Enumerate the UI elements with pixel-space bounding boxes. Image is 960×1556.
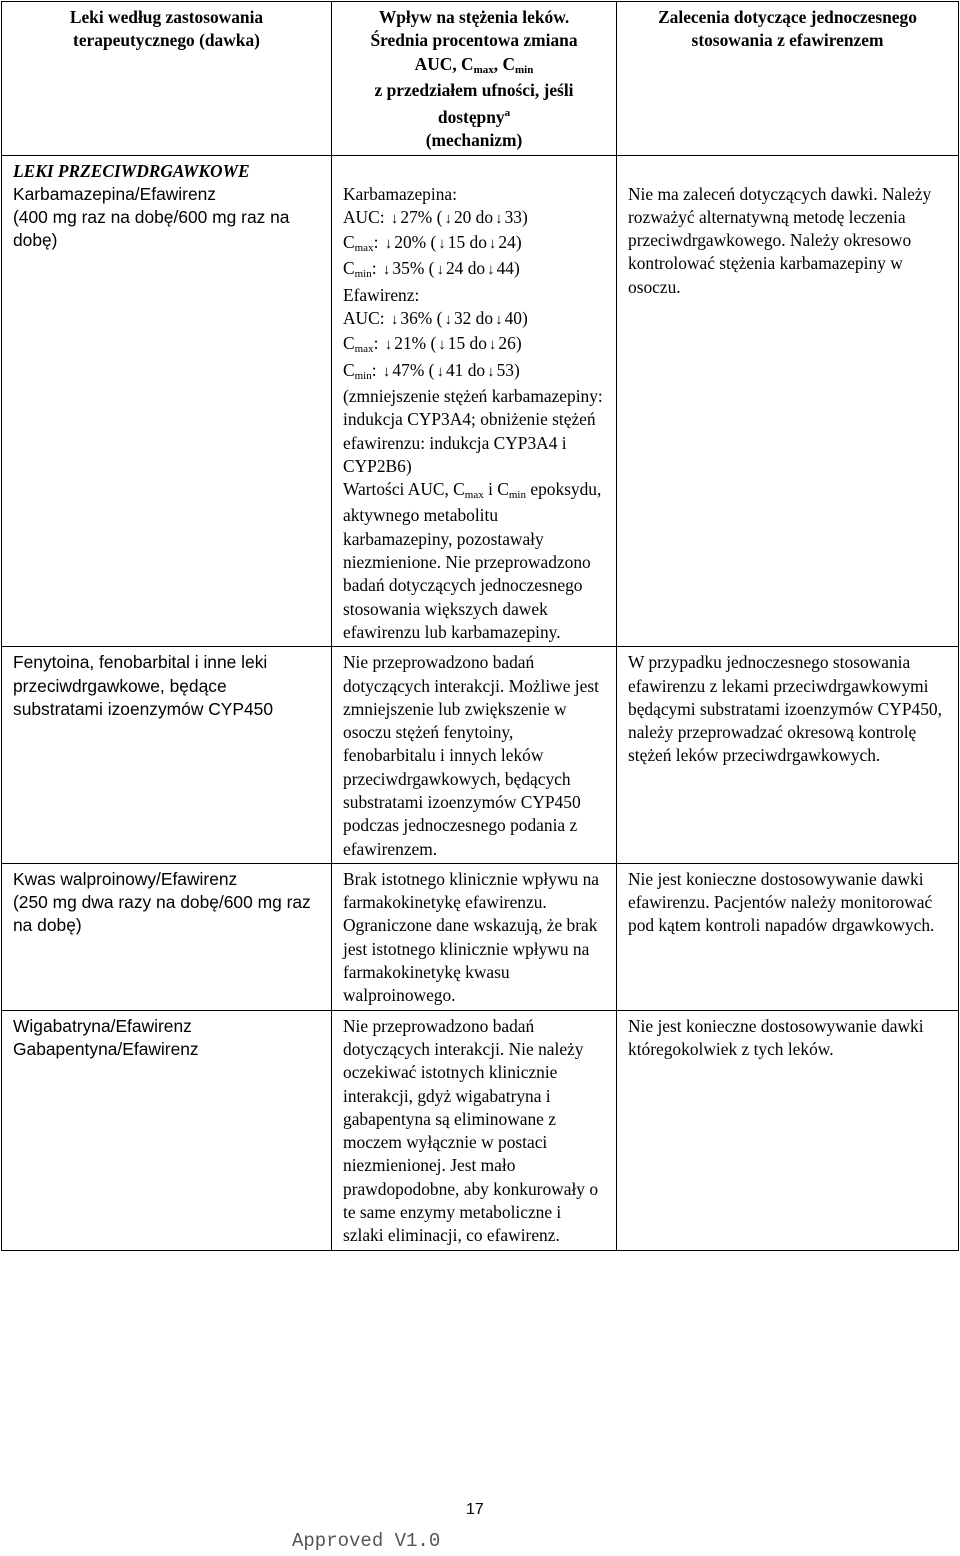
drug-dose: (250 mg dwa razy na dobę/600 mg raz na dobę) <box>13 892 311 936</box>
effect-line <box>343 257 606 283</box>
hdr-sub-max: max <box>473 63 494 76</box>
recommendation-text: W przypadku jednoczesnego stosowania efawirenzu z lekami przeciwdrgawkowymi będącymi substratami izoenzymów CYP450, należy przeprowadzać okresową kontrolę stężeń leków przeciwdrgawkowych. <box>628 652 942 766</box>
effect-text: Nie przeprowadzono badań dotyczących interakcji. Nie należy oczekiwać istotnych klinicznie interakcji, gdyż wigabatryna i gabapentyna są eliminowane z moczem wyłącznie w postaci niezmienionej. Jest mało prawdopodobne, aby konkurowały o te same enzymy metaboliczne i szlaki eliminacji, co efawirenz. <box>343 1015 599 1246</box>
pk-high: 24) <box>498 232 522 253</box>
note-sub2: min <box>508 489 526 502</box>
pk-colon: : <box>371 359 381 380</box>
recommendation-text: Nie jest konieczne dostosowywanie dawki któregokolwiek z tych leków. <box>628 1015 924 1059</box>
down-arrow-icon: ↓ <box>390 312 399 329</box>
pk-high: 53) <box>496 359 520 380</box>
down-arrow-icon: ↓ <box>384 337 393 354</box>
down-arrow-icon: ↓ <box>438 337 446 354</box>
down-arrow-icon: ↓ <box>487 262 495 279</box>
note-a: Wartości AUC, C <box>343 479 465 500</box>
down-arrow-icon: ↓ <box>382 262 391 279</box>
down-arrow-icon: ↓ <box>488 337 497 354</box>
pk-low: 24 do <box>445 258 486 279</box>
pk-value: 35% ( <box>392 258 435 279</box>
pk-low: 20 do <box>453 206 494 227</box>
down-arrow-icon: ↓ <box>495 210 503 227</box>
header-effect-line5: (mechanizm) <box>425 130 523 151</box>
pk-high: 44) <box>496 258 520 279</box>
hdr-c: , C <box>493 53 516 74</box>
hdr-ci: z przedziałem ufności, jeśli dostępny <box>374 79 574 127</box>
pk-value: 21% ( <box>394 333 437 354</box>
header-recommendation-text: Zalecenia dotyczące jednoczesnego stosowania z efawirenzem <box>658 7 917 51</box>
pk-value: 20% ( <box>394 232 437 253</box>
pk-low: 41 do <box>445 359 486 380</box>
pk-low: 15 do <box>447 333 487 354</box>
down-arrow-icon: ↓ <box>384 236 393 253</box>
pk-colon: : <box>373 232 383 253</box>
down-arrow-icon: ↓ <box>488 236 497 253</box>
drug-line: Kwas walproinowy/Efawirenz <box>13 868 238 889</box>
down-arrow-icon: ↓ <box>444 312 452 329</box>
note-b: i C <box>483 479 509 500</box>
pk-high: 26) <box>498 333 522 354</box>
effect-line <box>343 307 606 332</box>
pk-param: AUC: <box>343 206 389 227</box>
pk-sub: min <box>354 268 372 281</box>
effect-line <box>343 231 606 257</box>
pk-param: AUC: <box>343 308 389 329</box>
down-arrow-icon: ↓ <box>487 363 495 380</box>
table-row <box>2 1010 959 1250</box>
note-c: epoksydu, aktywnego metabolitu karbamazepiny, pozostawały niezmienione. Nie przeprowadzono badań dotyczących jednoczesnego stosowania większych dawek efawirenzu lub karbamazepiny. <box>343 479 602 642</box>
effect-line: Efawirenz: <box>343 284 420 305</box>
pk-sub: max <box>354 343 374 356</box>
drug-line: Fenytoina, fenobarbital i inne leki przeciwdrgawkowe, będące substratami izoenzymów CYP450 <box>13 652 274 719</box>
header-row <box>2 2 959 156</box>
recommendation-text: Nie jest konieczne dostosowywanie dawki efawirenzu. Pacjentów należy monitorować pod kątem kontroli napadów drgawkowych. <box>628 868 935 936</box>
drug-cell <box>2 1010 332 1250</box>
effect-line <box>343 206 606 231</box>
hdr-sub-min: min <box>515 63 534 76</box>
pk-value: 36% ( <box>400 308 443 329</box>
header-recommendation <box>617 2 959 156</box>
pk-value: 27% ( <box>400 206 443 227</box>
pk-sub: max <box>354 242 374 255</box>
interaction-table <box>1 1 959 1251</box>
recommendation-cell <box>617 1010 959 1250</box>
table-row <box>2 647 959 864</box>
header-effect-line3 <box>338 53 610 79</box>
recommendation-cell <box>617 863 959 1010</box>
down-arrow-icon: ↓ <box>436 363 444 380</box>
drug-cell <box>2 155 332 647</box>
down-arrow-icon: ↓ <box>390 210 399 227</box>
group-title: LEKI PRZECIWDRGAWKOWE <box>13 160 250 181</box>
down-arrow-icon: ↓ <box>436 262 444 279</box>
down-arrow-icon: ↓ <box>495 312 503 329</box>
pk-high: 40) <box>504 308 528 329</box>
pk-param: C <box>343 258 355 279</box>
drug-cell <box>2 863 332 1010</box>
effect-line: Karbamazepina: <box>343 183 457 204</box>
header-effect-line2: Średnia procentowa zmiana <box>370 30 578 51</box>
effect-note <box>343 478 606 644</box>
effect-mechanism: (zmniejszenie stężeń karbamazepiny: indukcja CYP3A4; obniżenie stężeń efawirenzu: indukcja CYP3A4 i CYP2B6) <box>343 385 603 476</box>
effect-cell <box>332 647 617 864</box>
effect-text: Nie przeprowadzono badań dotyczących interakcji. Możliwe jest zmniejszenie lub zwiększenie w osoczu stężeń fenytoiny, fenobarbitalu i innych leków przeciwdrgawkowych, będących substratami izoenzymów CYP450 podczas jednoczesnego podania z efawirenzem. <box>343 652 599 859</box>
header-effect-line4 <box>338 79 610 129</box>
effect-cell <box>332 863 617 1010</box>
hdr-auc: AUC, C <box>414 53 474 74</box>
down-arrow-icon: ↓ <box>382 363 391 380</box>
hdr-sup: a <box>504 107 511 120</box>
header-drug <box>2 2 332 156</box>
down-arrow-icon: ↓ <box>444 210 452 227</box>
note-sub1: max <box>464 489 484 502</box>
pk-param: C <box>343 359 355 380</box>
drug-line: Wigabatryna/Efawirenz <box>13 1015 192 1036</box>
effect-text: Brak istotnego klinicznie wpływu na farmakokinetykę efawirenzu. Ograniczone dane wskazują, że brak jest istotnego klinicznie wpływu na farmakokinetykę kwasu walproinowego. <box>343 868 599 1006</box>
pk-low: 15 do <box>447 232 487 253</box>
pk-param: C <box>343 232 355 253</box>
down-arrow-icon: ↓ <box>438 236 446 253</box>
table-row <box>2 863 959 1010</box>
header-effect <box>332 2 617 156</box>
header-effect-line1: Wpływ na stężenia leków. <box>378 7 570 27</box>
page-number: 17 <box>466 1501 484 1518</box>
drug-dose: (400 mg raz na dobę/600 mg raz na dobę) <box>13 207 290 251</box>
pk-colon: : <box>373 333 383 354</box>
drug-cell <box>2 647 332 864</box>
effect-line <box>343 359 606 385</box>
approved-stamp: Approved V1.0 <box>292 1530 441 1552</box>
drug-line: Gabapentyna/Efawirenz <box>13 1038 199 1059</box>
recommendation-cell <box>617 155 959 647</box>
table-row <box>2 155 959 647</box>
effect-cell <box>332 1010 617 1250</box>
pk-low: 32 do <box>453 308 494 329</box>
recommendation-cell <box>617 647 959 864</box>
pk-high: 33) <box>504 206 528 227</box>
effect-cell <box>332 155 617 647</box>
pk-param: C <box>343 333 355 354</box>
pk-colon: : <box>371 258 381 279</box>
pk-value: 47% ( <box>392 359 435 380</box>
effect-line <box>343 332 606 358</box>
pk-sub: min <box>354 369 372 382</box>
recommendation-text: Nie ma zaleceń dotyczących dawki. Należy rozważyć alternatywną metodę leczenia przeciwdrgawkowego. Należy okresowo kontrolować stężenia karbamazepiny w osoczu. <box>628 183 932 297</box>
drug-line: Karbamazepina/Efawirenz <box>13 183 216 204</box>
header-drug-text: Leki według zastosowania terapeutycznego (dawka) <box>69 7 264 51</box>
